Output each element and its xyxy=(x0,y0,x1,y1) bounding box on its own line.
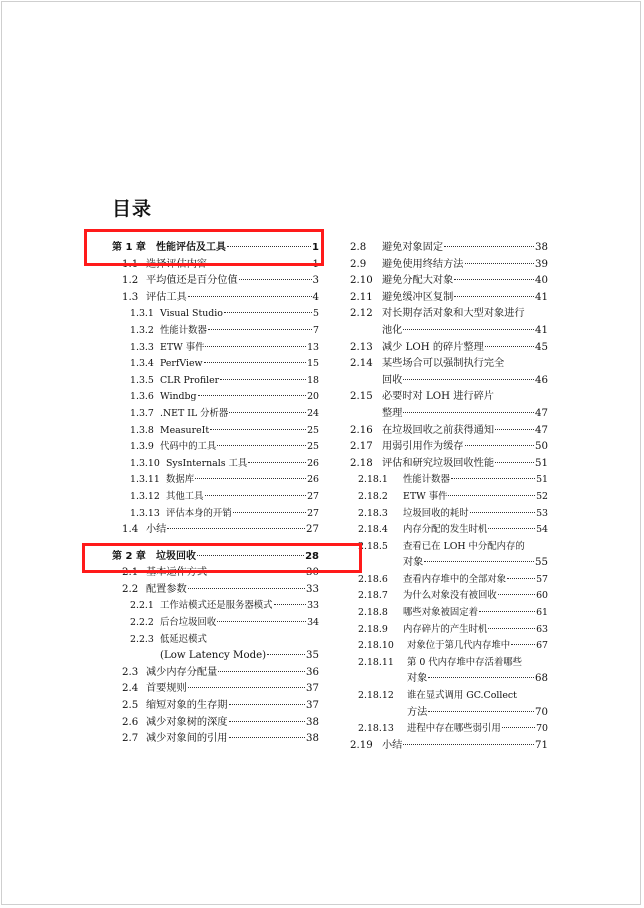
toc-number: 2.6 xyxy=(122,716,139,728)
toc-page-number: 51 xyxy=(535,457,548,469)
toc-leader-dots xyxy=(444,246,534,247)
toc-leader-dots xyxy=(454,279,534,280)
toc-page-number: 20 xyxy=(307,391,319,403)
toc-leader-dots xyxy=(403,329,534,330)
toc-title: 评估本身的开销 xyxy=(166,507,232,519)
toc-leader-dots xyxy=(424,561,534,562)
toc-leader-dots xyxy=(495,429,534,430)
toc-title: 垃圾回收 xyxy=(156,550,196,562)
toc-page-number: 45 xyxy=(535,341,548,353)
toc-entry xyxy=(112,423,319,440)
toc-entry xyxy=(112,373,319,390)
toc-page-number: 38 xyxy=(306,733,319,745)
toc-leader-dots xyxy=(511,644,535,645)
toc-entry xyxy=(350,406,548,423)
toc-entry xyxy=(112,323,319,340)
toc-title: 减少对象树的深度 xyxy=(146,716,228,728)
toc-entry xyxy=(112,665,319,682)
toc-number: 1.3.1 xyxy=(130,308,154,320)
toc-number: 2.13 xyxy=(350,341,373,353)
toc-entry xyxy=(350,721,548,738)
toc-page-number: 26 xyxy=(307,457,319,469)
toc-number: 2.18.5 xyxy=(358,540,388,552)
toc-title: 配置参数 xyxy=(146,583,187,595)
toc-leader-dots xyxy=(188,687,305,688)
toc-title: ETW 事件 xyxy=(403,490,448,502)
toc-entry xyxy=(112,582,319,599)
toc-number: 1.4 xyxy=(122,524,139,536)
toc-title: 谁在显式调用 GC.Collect xyxy=(407,690,517,702)
toc-title: 方法 xyxy=(407,706,428,718)
toc-title: 性能计数器 xyxy=(403,474,450,486)
toc-number: 1.3.10 xyxy=(130,457,160,469)
toc-page-number: 41 xyxy=(535,291,548,303)
toc-entry xyxy=(350,588,548,605)
toc-page-number: 46 xyxy=(535,374,548,386)
toc-entry xyxy=(112,648,319,665)
toc-entry xyxy=(112,522,319,539)
toc-page-number: 33 xyxy=(307,600,319,612)
toc-title: 内存分配的发生时机 xyxy=(403,524,488,536)
toc-title: 某些场合可以强制执行完全 xyxy=(382,358,505,370)
toc-entry xyxy=(112,698,319,715)
toc-entry xyxy=(112,306,319,323)
toc-title: 小结 xyxy=(146,524,167,536)
toc-number: 2.18.3 xyxy=(358,507,388,519)
toc-leader-dots xyxy=(403,379,534,380)
toc-number: 1.3.8 xyxy=(130,424,154,436)
toc-leader-dots xyxy=(485,346,534,347)
toc-entry xyxy=(112,632,319,649)
toc-number: 1.3.3 xyxy=(130,341,154,353)
toc-entry xyxy=(350,240,548,257)
toc-title: 其他工具 xyxy=(166,490,204,502)
toc-entry xyxy=(350,340,548,357)
toc-title: 减少 LOH 的碎片整理 xyxy=(382,341,484,353)
toc-title: 平均值还是百分位值 xyxy=(146,275,238,287)
toc-number: 1.3.4 xyxy=(130,358,154,370)
toc-entry xyxy=(350,373,548,390)
toc-number: 2.18.9 xyxy=(358,623,388,635)
toc-page-number: 37 xyxy=(306,700,319,712)
toc-number: 2.2.1 xyxy=(130,600,154,612)
toc-title: SysInternals 工具 xyxy=(166,457,248,469)
toc-number: 2.18.2 xyxy=(358,490,388,502)
toc-entry xyxy=(350,738,548,755)
toc-title: 对象 xyxy=(403,557,424,569)
toc-page-number: 71 xyxy=(535,739,548,751)
toc-page-number: 27 xyxy=(306,524,319,536)
toc-entry xyxy=(350,522,548,539)
toc-page-number: 25 xyxy=(307,441,319,453)
toc-number: 1.3 xyxy=(122,291,139,303)
toc-number: 2.17 xyxy=(350,441,373,453)
toc-leader-dots xyxy=(217,621,306,622)
toc-title: 小结 xyxy=(382,739,403,751)
toc-entry xyxy=(350,655,548,672)
toc-title: 整理 xyxy=(382,407,403,419)
toc-entry xyxy=(350,671,548,688)
toc-leader-dots xyxy=(470,512,535,513)
toc-number: 1.3.7 xyxy=(130,407,154,419)
toc-number: 2.19 xyxy=(350,739,373,751)
toc-leader-dots xyxy=(233,512,306,513)
toc-leader-dots xyxy=(502,727,535,728)
toc-leader-dots xyxy=(428,711,534,712)
toc-page-number: 57 xyxy=(536,573,548,585)
toc-number: 2.18.4 xyxy=(358,524,388,536)
toc-entry xyxy=(350,572,548,589)
toc-number: 2.15 xyxy=(350,391,373,403)
toc-page-number: 1 xyxy=(312,242,319,253)
toc-page-number: 35 xyxy=(306,650,319,662)
toc-entry xyxy=(350,389,548,406)
toc-leader-dots xyxy=(267,654,305,655)
toc-entry xyxy=(350,423,548,440)
toc-heading: 目录 xyxy=(112,198,153,220)
toc-leader-dots xyxy=(488,528,535,529)
toc-title: 对象 xyxy=(407,673,428,685)
toc-number: 2.14 xyxy=(350,358,373,370)
toc-title: 评估工具 xyxy=(146,291,187,303)
toc-leader-dots xyxy=(451,478,535,479)
toc-number: 2.18.13 xyxy=(358,723,394,735)
toc-title: (Low Latency Mode) xyxy=(160,650,267,662)
toc-leader-dots xyxy=(188,588,305,589)
toc-title: ETW 事件 xyxy=(160,341,205,353)
toc-leader-dots xyxy=(454,296,534,297)
toc-number: 1.1 xyxy=(122,258,139,270)
toc-page-number: 54 xyxy=(536,524,548,536)
toc-number: 1.3.12 xyxy=(130,490,160,502)
toc-title: 在垃圾回收之前获得通知 xyxy=(382,424,495,436)
toc-entry xyxy=(350,472,548,489)
toc-title: 避免分配大对象 xyxy=(382,275,454,287)
toc-number: 2.1 xyxy=(122,567,139,579)
toc-leader-dots xyxy=(188,296,312,297)
toc-number: 2.5 xyxy=(122,700,139,712)
toc-leader-dots xyxy=(229,412,306,413)
toc-entry xyxy=(350,456,548,473)
toc-page-number: 30 xyxy=(306,567,319,579)
toc-leader-dots xyxy=(428,677,534,678)
toc-number: 2.2.3 xyxy=(130,633,154,645)
toc-title: 哪些对象被固定着 xyxy=(403,607,479,619)
toc-page-number: 37 xyxy=(306,683,319,695)
toc-page-number: 26 xyxy=(307,474,319,486)
toc-number: 2.18.8 xyxy=(358,607,388,619)
toc-page-number: 25 xyxy=(307,424,319,436)
toc-title: 首要规则 xyxy=(146,683,187,695)
toc-entry xyxy=(350,290,548,307)
toc-leader-dots xyxy=(498,594,535,595)
toc-page-number: 15 xyxy=(307,358,319,370)
toc-page-number: 28 xyxy=(305,550,319,562)
toc-page-number: 24 xyxy=(307,407,319,419)
toc-title: 必要时对 LOH 进行碎片 xyxy=(382,391,494,403)
toc-title: 对长期存活对象和大型对象进行 xyxy=(382,308,525,320)
toc-number: 2.18.11 xyxy=(358,656,394,668)
toc-title: .NET IL 分析器 xyxy=(160,407,229,419)
toc-title: 查看内存堆中的全部对象 xyxy=(403,573,507,585)
toc-entry xyxy=(112,506,319,523)
toc-title: 避免对象固定 xyxy=(382,242,444,253)
toc-number: 2.18.1 xyxy=(358,474,388,486)
toc-leader-dots xyxy=(208,329,312,330)
toc-entry xyxy=(112,356,319,373)
toc-number: 2.9 xyxy=(350,258,367,270)
toc-number: 2.12 xyxy=(350,308,373,320)
toc-number: 1.3.9 xyxy=(130,441,154,453)
toc-title: 为什么对象没有被回收 xyxy=(403,590,497,602)
toc-entry xyxy=(112,715,319,732)
toc-title: 内存碎片的产生时机 xyxy=(403,623,488,635)
toc-title: 用弱引用作为缓存 xyxy=(382,441,464,453)
toc-page-number: 67 xyxy=(536,640,548,652)
toc-leader-dots xyxy=(224,312,312,313)
toc-number: 1.3.2 xyxy=(130,324,154,336)
toc-page-number: 40 xyxy=(535,275,548,287)
toc-number: 2.2.2 xyxy=(130,617,154,629)
toc-number: 2.3 xyxy=(122,666,139,678)
toc-title: 代码中的工具 xyxy=(160,441,217,453)
toc-entry xyxy=(112,681,319,698)
toc-column-right xyxy=(350,240,548,754)
highlight-box-chapter-1 xyxy=(84,229,324,266)
toc-leader-dots xyxy=(465,263,535,264)
toc-leader-dots xyxy=(488,628,535,629)
toc-leader-dots xyxy=(204,362,307,363)
toc-number: 第 1 章 xyxy=(112,242,146,253)
toc-entry xyxy=(350,539,548,556)
toc-entry xyxy=(350,323,548,340)
toc-title: 数据库 xyxy=(166,474,195,486)
toc-page-number: 50 xyxy=(535,441,548,453)
toc-title: Visual Studio xyxy=(160,308,223,320)
toc-leader-dots xyxy=(205,346,306,347)
toc-entry xyxy=(112,290,319,307)
toc-page-number: 5 xyxy=(313,308,319,320)
toc-entry xyxy=(350,306,548,323)
toc-number: 1.3.5 xyxy=(130,374,154,386)
toc-number: 2.10 xyxy=(350,275,373,287)
toc-title: 避免缓冲区复制 xyxy=(382,291,454,303)
toc-number: 2.16 xyxy=(350,424,373,436)
toc-page-number: 70 xyxy=(536,723,548,735)
toc-entry xyxy=(350,605,548,622)
toc-title: PerfView xyxy=(160,358,203,370)
toc-title: 工作站模式还是服务器模式 xyxy=(160,600,273,612)
toc-leader-dots xyxy=(495,462,534,463)
toc-page-number: 3 xyxy=(312,275,319,287)
toc-leader-dots xyxy=(217,445,306,446)
toc-entry xyxy=(350,622,548,639)
toc-page-number: 53 xyxy=(536,507,548,519)
toc-title: 后台垃圾回收 xyxy=(160,617,217,629)
toc-page-number: 13 xyxy=(307,341,319,353)
toc-leader-dots xyxy=(198,395,307,396)
toc-entry xyxy=(350,688,548,705)
toc-entry xyxy=(112,273,319,290)
toc-entry xyxy=(350,257,548,274)
toc-entry xyxy=(350,638,548,655)
toc-leader-dots xyxy=(229,721,306,722)
toc-leader-dots xyxy=(205,495,307,496)
toc-title: 回收 xyxy=(382,374,403,386)
toc-page-number: 18 xyxy=(307,374,319,386)
toc-entry xyxy=(350,439,548,456)
toc-entry xyxy=(112,389,319,406)
toc-page-number: 61 xyxy=(536,607,548,619)
toc-number: 1.3.11 xyxy=(130,474,160,486)
toc-page-number: 38 xyxy=(306,716,319,728)
toc-leader-dots xyxy=(167,528,305,529)
toc-entry xyxy=(112,456,319,473)
toc-title: 池化 xyxy=(382,324,403,336)
toc-leader-dots xyxy=(210,429,306,430)
toc-entry xyxy=(350,489,548,506)
toc-number: 1.3.13 xyxy=(130,507,160,519)
toc-title: 进程中存在哪些弱引用 xyxy=(407,723,501,735)
toc-title: 评估和研究垃圾回收性能 xyxy=(382,457,495,469)
toc-leader-dots xyxy=(274,604,307,605)
toc-title: 第 0 代内存堆中存活着哪些 xyxy=(407,656,523,668)
toc-leader-dots xyxy=(479,611,535,612)
toc-page-number: 27 xyxy=(307,490,319,502)
toc-entry xyxy=(112,489,319,506)
toc-title: 查看已在 LOH 中分配内存的 xyxy=(403,540,525,552)
toc-number: 2.2 xyxy=(122,583,139,595)
toc-title: 缩短对象的生存期 xyxy=(146,700,228,712)
toc-leader-dots xyxy=(239,279,312,280)
toc-title: 垃圾回收的耗时 xyxy=(403,507,469,519)
toc-page-number: 41 xyxy=(535,324,548,336)
toc-leader-dots xyxy=(448,495,535,496)
toc-entry xyxy=(112,472,319,489)
toc-number: 第 2 章 xyxy=(112,550,146,562)
toc-title: 选择评估内容 xyxy=(146,258,208,270)
toc-leader-dots xyxy=(403,744,534,745)
toc-number: 2.18.12 xyxy=(358,690,394,702)
toc-entry xyxy=(350,273,548,290)
toc-number: 2.7 xyxy=(122,733,139,745)
toc-entry xyxy=(112,598,319,615)
toc-number: 2.18.7 xyxy=(358,590,388,602)
toc-page-number: 47 xyxy=(535,407,548,419)
toc-page-number: 4 xyxy=(312,291,319,303)
toc-entry xyxy=(112,406,319,423)
toc-number: 1.3.6 xyxy=(130,391,154,403)
toc-title: Windbg xyxy=(160,391,197,403)
toc-entry xyxy=(112,731,319,748)
toc-number: 2.18.10 xyxy=(358,640,394,652)
toc-page-number: 34 xyxy=(307,617,319,629)
toc-page-number: 38 xyxy=(535,242,548,253)
toc-title: 减少对象间的引用 xyxy=(146,733,228,745)
toc-leader-dots xyxy=(195,478,306,479)
toc-title: CLR Profiler xyxy=(160,374,220,386)
toc-title: 性能评估及工具 xyxy=(156,242,226,253)
toc-page-number: 7 xyxy=(313,324,319,336)
toc-page-number: 68 xyxy=(535,673,548,685)
toc-number: 1.2 xyxy=(122,275,139,287)
toc-page-number: 55 xyxy=(535,557,548,569)
toc-page-number: 33 xyxy=(306,583,319,595)
toc-number: 2.18 xyxy=(350,457,373,469)
toc-title: 基本运作方式 xyxy=(146,567,208,579)
toc-entry xyxy=(350,705,548,722)
toc-leader-dots xyxy=(248,462,306,463)
toc-title: 低延迟模式 xyxy=(160,633,207,645)
highlight-box-chapter-2 xyxy=(82,543,362,573)
toc-page-number: 47 xyxy=(535,424,548,436)
toc-leader-dots xyxy=(465,445,535,446)
toc-entry xyxy=(112,615,319,632)
toc-number: 2.11 xyxy=(350,291,373,303)
toc-leader-dots xyxy=(229,704,306,705)
toc-title: 避免使用终结方法 xyxy=(382,258,464,270)
toc-title: 减少内存分配量 xyxy=(146,666,218,678)
toc-page-number: 63 xyxy=(536,623,548,635)
toc-page-number: 60 xyxy=(536,590,548,602)
toc-column-left xyxy=(112,240,319,748)
toc-leader-dots xyxy=(507,578,535,579)
toc-page-number: 1 xyxy=(312,258,319,270)
toc-title: MeasureIt xyxy=(160,424,210,436)
toc-page-number: 52 xyxy=(536,490,548,502)
toc-page-number: 70 xyxy=(535,706,548,718)
toc-title: 性能计数器 xyxy=(160,324,207,336)
toc-page-number: 36 xyxy=(306,666,319,678)
toc-entry xyxy=(112,340,319,357)
toc-leader-dots xyxy=(218,671,305,672)
toc-leader-dots xyxy=(229,737,306,738)
toc-entry xyxy=(350,555,548,572)
toc-number: 2.18.6 xyxy=(358,573,388,585)
toc-page-number: 39 xyxy=(535,258,548,270)
toc-number: 2.8 xyxy=(350,242,367,253)
toc-number: 2.4 xyxy=(122,683,139,695)
toc-entry xyxy=(112,439,319,456)
toc-leader-dots xyxy=(403,412,534,413)
toc-entry xyxy=(350,356,548,373)
toc-title: 对象位于第几代内存堆中 xyxy=(407,640,511,652)
toc-entry xyxy=(350,506,548,523)
toc-page-number: 27 xyxy=(307,507,319,519)
toc-leader-dots xyxy=(220,379,306,380)
toc-page-number: 51 xyxy=(536,474,548,486)
